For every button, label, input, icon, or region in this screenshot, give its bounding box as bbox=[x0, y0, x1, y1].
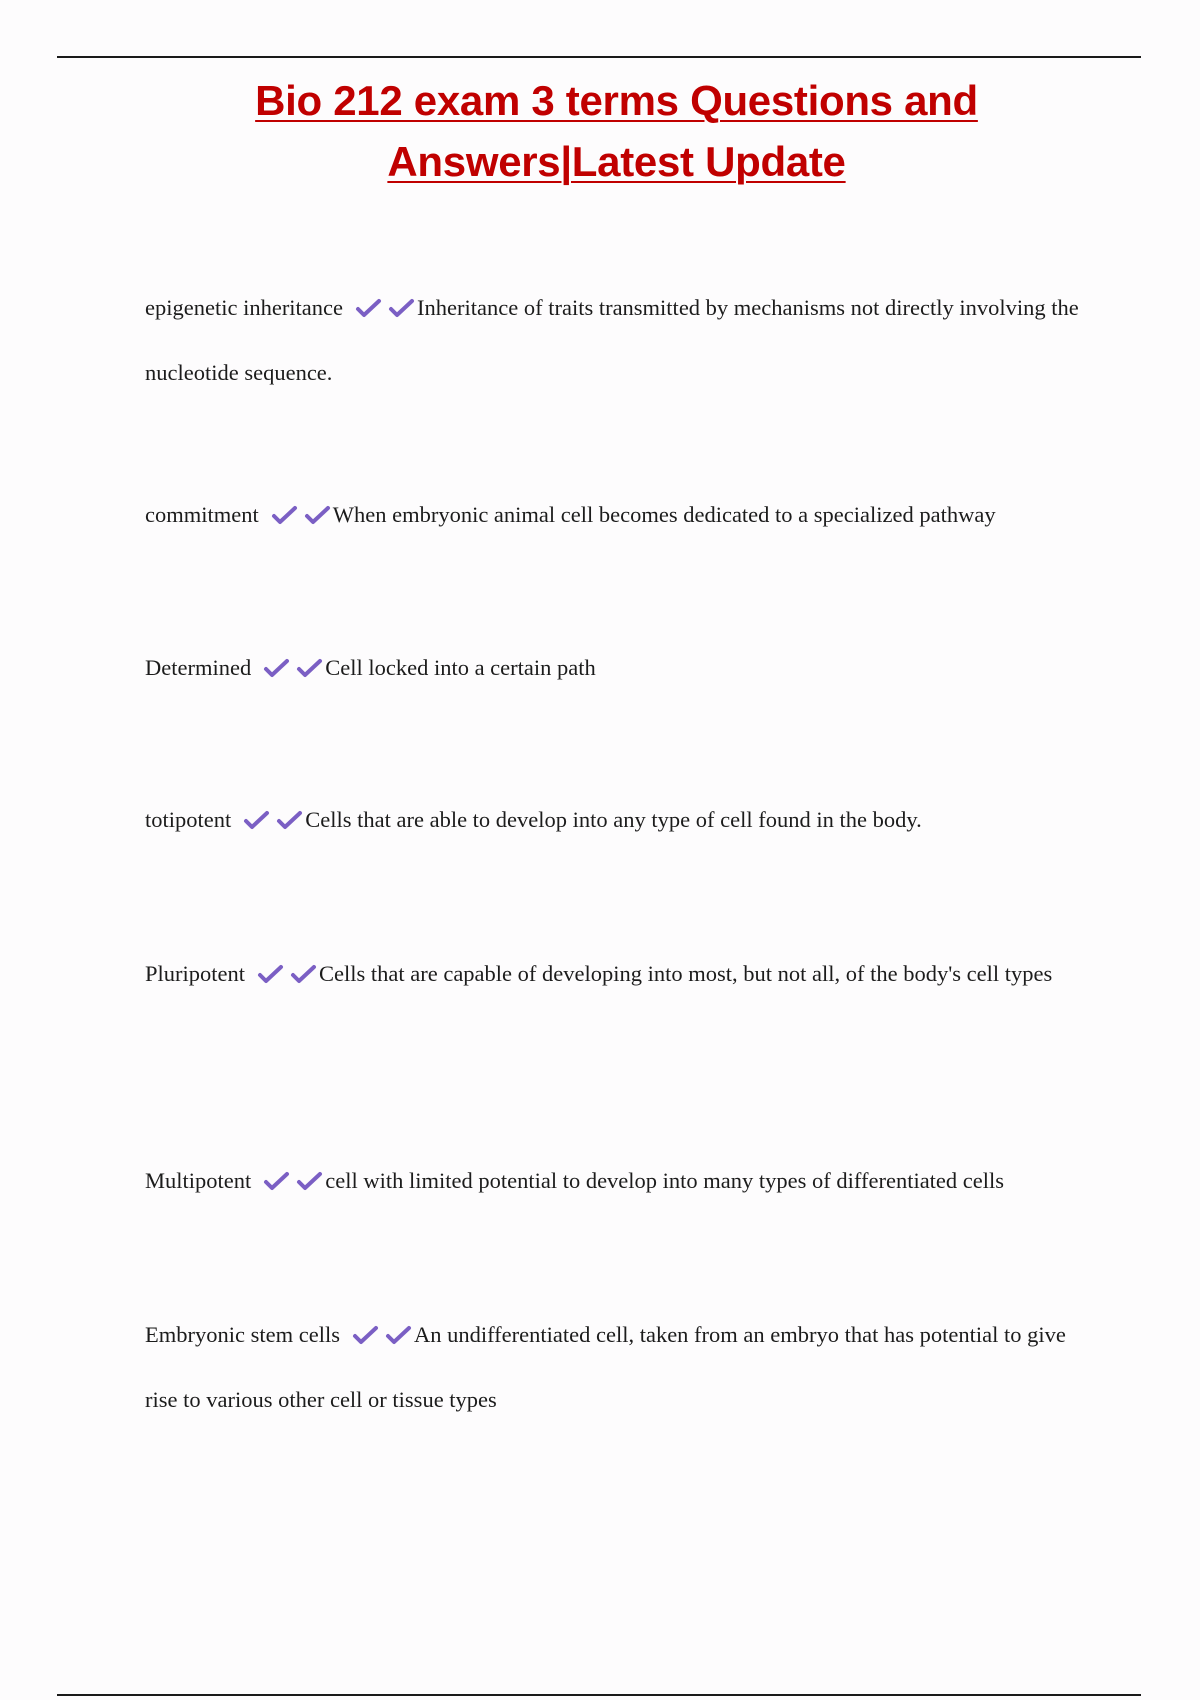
top-rule bbox=[57, 56, 1141, 58]
term: commitment bbox=[145, 502, 259, 527]
definition: cell with limited potential to develop into many types of differentiated cells bbox=[325, 1168, 1005, 1193]
double-check-icon bbox=[355, 281, 415, 342]
term-entry bbox=[145, 637, 1095, 702]
term-entry bbox=[145, 789, 1095, 854]
term-entry bbox=[145, 943, 1095, 1008]
definition: Inheritance of traits transmitted by mechanisms not directly involving the nucleotide sequence. bbox=[145, 295, 1079, 385]
document-title bbox=[150, 70, 1083, 192]
definition: Cells that are capable of developing into most, but not all, of the body's cell types bbox=[319, 961, 1053, 986]
double-check-icon bbox=[263, 1154, 323, 1215]
term-entry bbox=[145, 277, 1095, 403]
title-line-1: Bio 212 exam 3 terms Questions and bbox=[255, 77, 978, 124]
double-check-icon bbox=[352, 1308, 412, 1369]
term: Embryonic stem cells bbox=[145, 1322, 340, 1347]
term: Determined bbox=[145, 655, 252, 680]
term: epigenetic inheritance bbox=[145, 295, 344, 320]
term: totipotent bbox=[145, 807, 232, 832]
term-entry bbox=[145, 484, 1095, 549]
double-check-icon bbox=[243, 793, 303, 854]
definition: Cells that are able to develop into any type of cell found in the body. bbox=[305, 807, 922, 832]
double-check-icon bbox=[271, 488, 331, 549]
definition: An undifferentiated cell, taken from an embryo that has potential to give rise to various other cell or tissue types bbox=[145, 1322, 1066, 1412]
term: Pluripotent bbox=[145, 961, 245, 986]
term: Multipotent bbox=[145, 1168, 252, 1193]
definition: Cell locked into a certain path bbox=[325, 655, 596, 680]
double-check-icon bbox=[257, 947, 317, 1008]
term-entry bbox=[145, 1150, 1095, 1215]
definition: When embryonic animal cell becomes dedicated to a specialized pathway bbox=[332, 502, 996, 527]
title-line-2: Answers|Latest Update bbox=[387, 138, 846, 185]
bottom-rule bbox=[57, 1694, 1141, 1696]
double-check-icon bbox=[263, 641, 323, 702]
term-entry bbox=[145, 1304, 1095, 1430]
